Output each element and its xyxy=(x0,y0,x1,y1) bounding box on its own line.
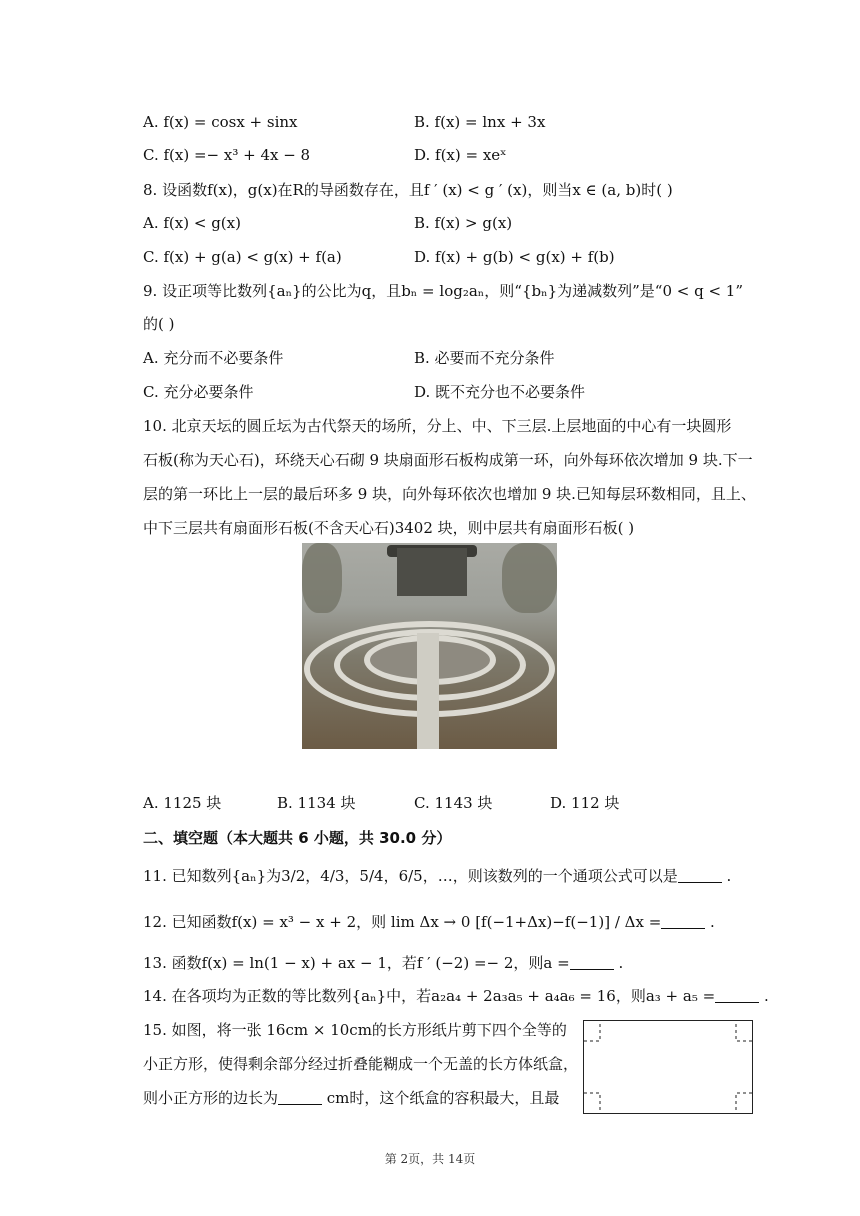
q14-blank[interactable] xyxy=(715,987,759,1003)
q9-option-c: C. 充分必要条件 xyxy=(143,383,254,401)
q7-option-d: D. f(x) = xeˣ xyxy=(414,146,507,164)
q9-option-b: B. 必要而不充分条件 xyxy=(414,349,555,367)
q15-blank[interactable] xyxy=(278,1089,322,1105)
q9-stem-line1: 9. 设正项等比数列{aₙ}的公比为q，且bₙ = log₂aₙ，则“{bₙ}为递减数列”是“0 < q < 1” xyxy=(143,282,744,300)
q15-line3 xyxy=(143,1088,559,1108)
q10-stem-line2: 石板(称为天心石)，环绕天心石砌 9 块扇面形石板构成第一环，向外每环依次增加 9 块.下一 xyxy=(143,451,753,469)
q11-text: 11. 已知数列{aₙ}为3/2，4/3，5/4，6/5，…，则该数列的一个通项公式可以是 xyxy=(143,867,678,885)
q11 xyxy=(143,866,731,886)
q12-blank[interactable] xyxy=(661,913,705,929)
q14-text: 14. 在各项均为正数的等比数列{aₙ}中，若a₂a₄ + 2a₃a₅ + a₄a₆ = 16，则a₃ + a₅ = xyxy=(143,987,716,1005)
q15-line2: 小正方形，使得剩余部分经过折叠能糊成一个无盖的长方体纸盒， xyxy=(143,1055,579,1073)
q10-stem-line3: 层的第一环比上一层的最后环多 9 块，向外每环依次也增加 9 块.已知每层环数相同，且上、 xyxy=(143,485,756,503)
q9-option-d: D. 既不充分也不必要条件 xyxy=(414,383,586,401)
q14 xyxy=(143,986,769,1006)
q7-option-c: C. f(x) =− x³ + 4x − 8 xyxy=(143,146,311,164)
q11-end: . xyxy=(721,867,732,885)
q9-stem-line2: 的( ) xyxy=(143,315,175,333)
q11-blank[interactable] xyxy=(678,867,722,883)
temple-of-heaven-photo xyxy=(302,543,557,749)
page-footer: 第 2页，共 14页 xyxy=(384,1152,476,1166)
q10-option-a: A. 1125 块 xyxy=(143,794,222,812)
q10-option-c: C. 1143 块 xyxy=(414,794,493,812)
q8-option-c: C. f(x) + g(a) < g(x) + f(a) xyxy=(143,248,342,266)
q13-blank[interactable] xyxy=(570,954,614,970)
q8-option-b: B. f(x) > g(x) xyxy=(414,214,513,232)
q15-text: 则小正方形的边长为 xyxy=(143,1089,279,1107)
q13-text: 13. 函数f(x) = ln(1 − x) + ax − 1，若f ′ (−2) =− 2，则a = xyxy=(143,954,570,972)
q8-option-d: D. f(x) + g(b) < g(x) + f(b) xyxy=(414,248,615,266)
q9-option-a: A. 充分而不必要条件 xyxy=(143,349,284,367)
q10-option-d: D. 112 块 xyxy=(550,794,620,812)
q10-stem-line1: 10. 北京天坛的圆丘坛为古代祭天的场所，分上、中、下三层.上层地面的中心有一块圆形 xyxy=(143,417,732,435)
q8-option-a: A. f(x) < g(x) xyxy=(143,214,241,232)
q12 xyxy=(143,912,715,932)
q13-end: . xyxy=(613,954,624,972)
section-heading-fill-in: 二、填空题（本大题共 6 小题，共 30.0 分） xyxy=(143,829,452,847)
q10-option-b: B. 1134 块 xyxy=(277,794,356,812)
q15-line1: 15. 如图，将一张 16cm × 10cm的长方形纸片剪下四个全等的 xyxy=(143,1021,567,1039)
q7-option-b: B. f(x) = lnx + 3x xyxy=(414,113,546,131)
q14-end: . xyxy=(759,987,769,1005)
corner-squares-diagram xyxy=(584,1021,752,1113)
q12-text: 12. 已知函数f(x) = x³ − x + 2，则 lim Δx → 0 [f(−1+Δx)−f(−1)] / Δx = xyxy=(143,913,662,931)
q7-option-a: A. f(x) = cosx + sinx xyxy=(143,113,298,131)
q13 xyxy=(143,953,623,973)
paper-diagram xyxy=(583,1020,753,1114)
q8-stem: 8. 设函数f(x)，g(x)在R的导函数存在，且f ′ (x) < g ′ (x)，则当x ∈ (a, b)时( ) xyxy=(143,181,673,199)
q12-end: . xyxy=(705,913,715,931)
q10-stem-line4: 中下三层共有扇面形石板(不含天心石)3402 块，则中层共有扇面形石板( ) xyxy=(143,519,635,537)
q15-text-end: cm时，这个纸盒的容积最大，且最 xyxy=(322,1089,560,1107)
